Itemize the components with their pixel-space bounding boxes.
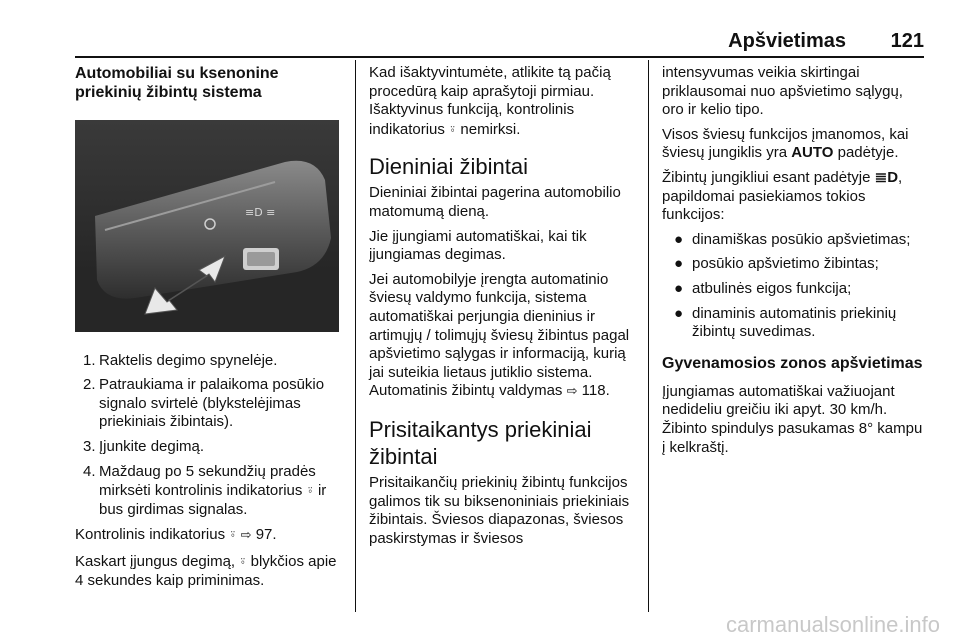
list-item: 4. Maždaug po 5 sekundžių pradės mirksėti kontrolinis indikatorius ⍤ ir bus girdimas signalas.	[83, 462, 327, 518]
xenon-section-heading: Automobiliai su ksenonine priekinių žibintų sistema	[75, 65, 279, 101]
headlight-indicator-icon: ⍤	[449, 121, 457, 136]
bullet-icon: ●	[674, 279, 684, 297]
low-beam-symbol-icon: ≣D	[874, 168, 899, 186]
page-reference-link[interactable]: 118.	[577, 382, 610, 400]
page-reference-arrow-icon: ⇨	[240, 528, 252, 544]
page-reference-arrow-icon: ⇨	[566, 384, 578, 400]
paragraph: Jei automobilyje įrengta automatinio šviesų valdymo funkcija, sistema automatiškai perjungia dieninius ir artimųjų / tolimųjų šviesų žibintus pagal apšvietimo sąlygas ir informaciją, kurią jai suteikia lietaus jutiklio sistema. Automatinis žibintų valdymas ⇨ 118.	[369, 270, 630, 400]
column-3	[662, 64, 926, 463]
page-number: 121	[890, 30, 924, 52]
activation-steps-list	[75, 352, 339, 520]
list-item: ● posūkio apšvietimo žibintas;	[674, 255, 879, 273]
column-divider-2	[648, 60, 649, 612]
paragraph: Kaskart įjungus degimą, ⍤ blykčios apie 4 sekundes kaip priminimas.	[75, 552, 337, 589]
headlight-indicator-icon: ⍤	[239, 553, 247, 568]
column-1	[75, 64, 339, 596]
svg-text:≡D ≡: ≡D ≡	[245, 206, 276, 219]
residential-zone-heading: Gyvenamosios zonos apšvietimas	[662, 354, 923, 372]
list-item: ● atbulinės eigos funkcija;	[674, 279, 852, 297]
auto-position-label: AUTO	[791, 144, 834, 162]
adaptive-headlights-heading: Prisitaikantys priekiniai žibintai	[369, 416, 592, 469]
paragraph: Prisitaikančių priekinių žibintų funkcijos galimos tik su biksenoniniais priekiniais žibintais. Šviesos diapazonas, šviesos paskirstymas ir šviesos	[369, 473, 630, 547]
bullet-icon: ●	[674, 304, 684, 322]
page-header	[75, 30, 924, 54]
paragraph: Žibintų jungikliui esant padėtyje ≣D, papildomai pasiekiamos tokios funkcijos:	[662, 168, 903, 224]
list-item: 2. Patraukiama ir palaikoma posūkio signalo svirtelė (blykstelėjimas priekiniais žibintais).	[83, 376, 325, 431]
list-item: 3. Įjunkite degimą.	[83, 437, 205, 455]
headlight-indicator-icon: ⍤	[306, 483, 314, 498]
paragraph: Jie įjungiami automatiškai, kai tik įjungiamas degimas.	[369, 227, 587, 264]
daytime-lights-heading: Dieniniai žibintai	[369, 154, 528, 180]
chapter-title: Apšvietimas	[728, 30, 846, 52]
page-reference-link[interactable]: 97.	[251, 526, 277, 544]
paragraph: Kad išaktyvintumėte, atlikite tą pačią procedūrą kaip aprašytoji pirmiau. Išaktyvinus funkciją, kontrolinis indikatorius ⍤ nemirksi.	[369, 64, 611, 138]
header-rule	[75, 56, 924, 58]
paragraph: Visos šviesų funkcijos įmanomos, kai šviesų jungiklis yra AUTO padėtyje.	[662, 125, 909, 162]
paragraph: intensyvumas veikia skirtingai priklausomai nuo apšvietimo sąlygų, oro ir kelio tipo.	[662, 64, 903, 119]
paragraph: Kontrolinis indikatorius ⍤ ⇨ 97.	[75, 526, 277, 544]
functions-list	[662, 231, 926, 342]
paragraph: Įjungiamas automatiškai važiuojant nedideliu greičiu iki apyt. 30 km/h. Žibinto spindulys pasukamas 8° kampu į kelkraštį.	[662, 382, 923, 456]
turn-signal-lever-photo	[75, 120, 339, 332]
list-item: ● dinaminis automatinis priekinių žibintų suvedimas.	[674, 304, 897, 341]
watermark: carmanualsonline.info	[725, 612, 940, 637]
headlight-indicator-icon: ⍤	[229, 527, 237, 542]
list-item: 1. Raktelis degimo spynelėje.	[83, 351, 278, 369]
bullet-icon: ●	[674, 255, 684, 273]
column-2	[369, 64, 633, 554]
list-item: ● dinamiškas posūkio apšvietimas;	[674, 230, 911, 248]
column-divider-1	[355, 60, 356, 612]
bullet-icon: ●	[674, 230, 684, 248]
paragraph: Dieniniai žibintai pagerina automobilio matomumą dieną.	[369, 184, 621, 220]
